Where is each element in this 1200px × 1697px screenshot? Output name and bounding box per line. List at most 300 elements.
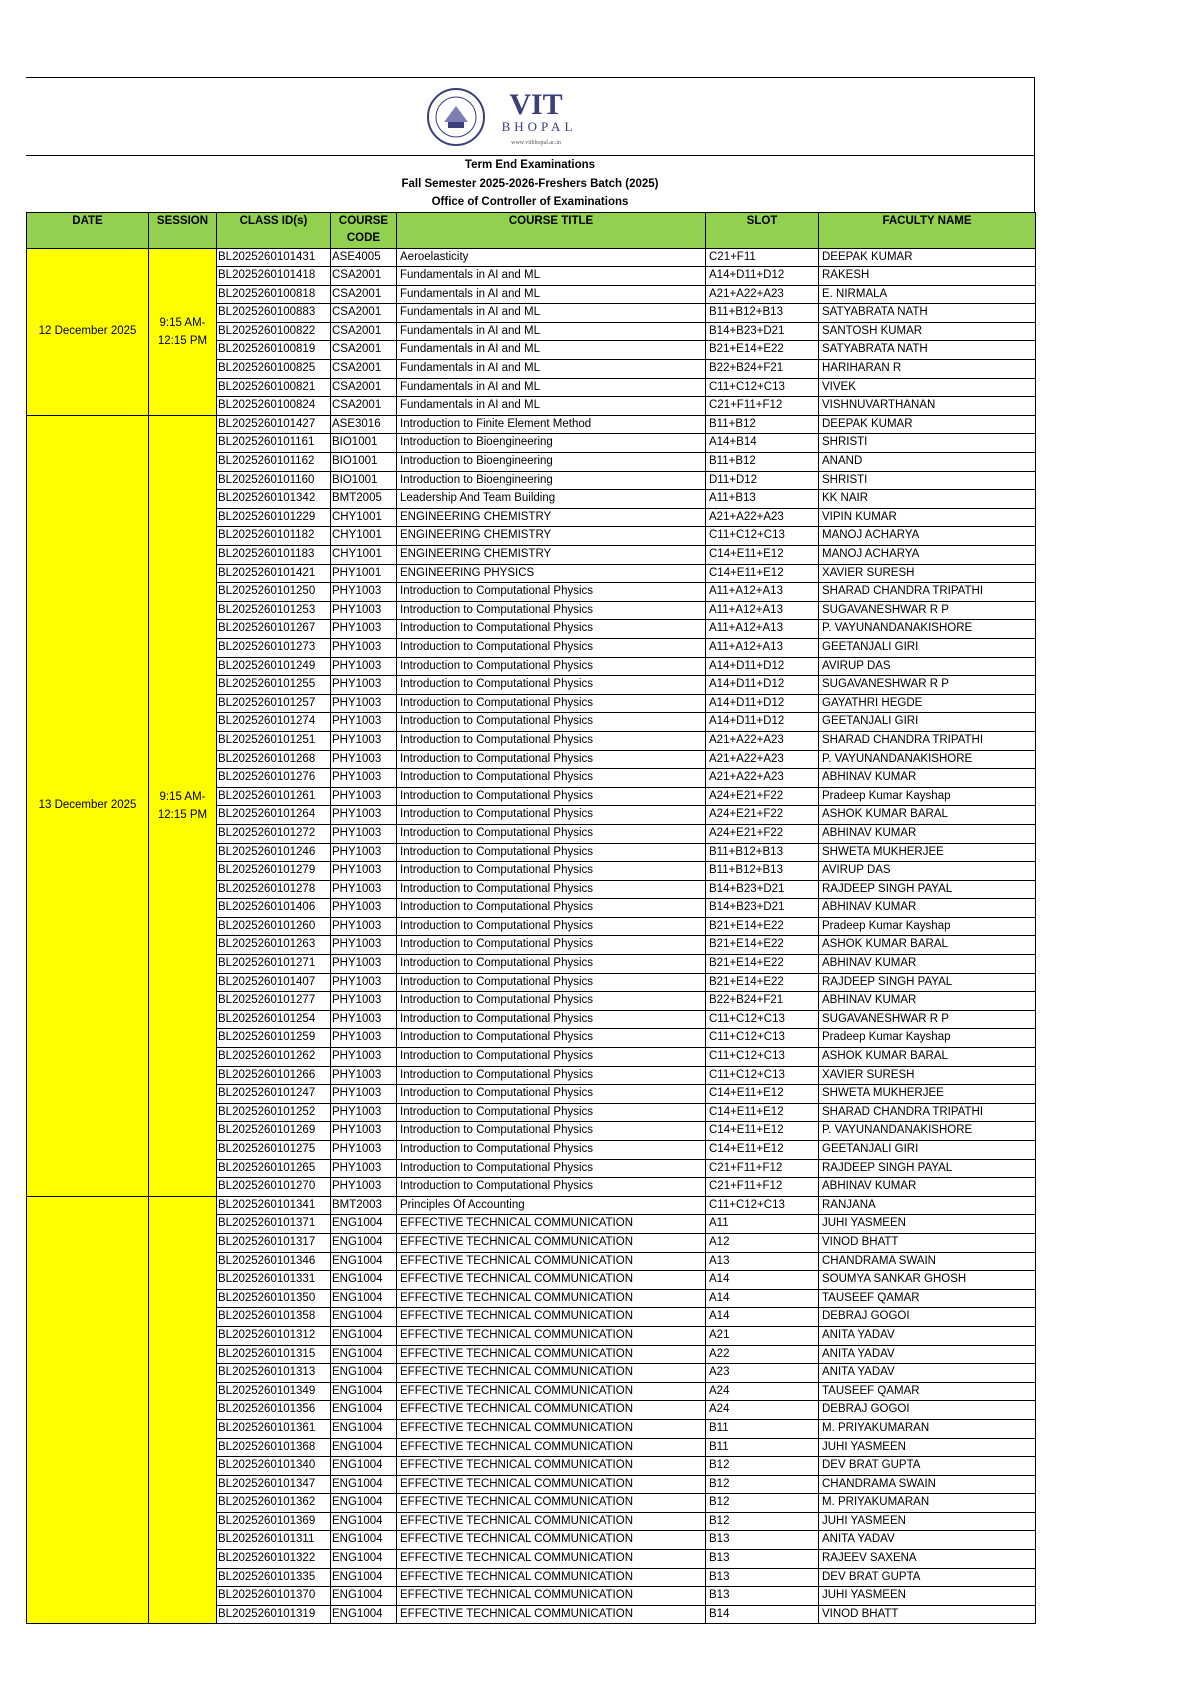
class-id-cell: BL2025260101311	[217, 1531, 331, 1550]
course-title-cell: Introduction to Computational Physics	[397, 583, 706, 602]
course-code-cell: PHY1003	[331, 917, 397, 936]
faculty-name-cell: ASHOK KUMAR BARAL	[819, 1048, 1036, 1067]
class-id-cell: BL2025260101251	[217, 731, 331, 750]
slot-cell: A14+D11+D12	[706, 676, 819, 695]
class-id-cell: BL2025260101362	[217, 1494, 331, 1513]
course-code-cell: ENG1004	[331, 1308, 397, 1327]
course-code-cell: BIO1001	[331, 471, 397, 490]
faculty-name-cell: RAJDEEP SINGH PAYAL	[819, 880, 1036, 899]
faculty-name-cell: RAJEEV SAXENA	[819, 1550, 1036, 1569]
course-title-cell: Principles Of Accounting	[397, 1196, 706, 1215]
course-title-cell: Introduction to Computational Physics	[397, 1029, 706, 1048]
course-title-cell: Introduction to Computational Physics	[397, 862, 706, 881]
slot-cell: B11	[706, 1419, 819, 1438]
course-code-cell: ENG1004	[331, 1364, 397, 1383]
class-id-cell: BL2025260101369	[217, 1512, 331, 1531]
course-code-cell: ENG1004	[331, 1605, 397, 1624]
slot-cell: B14	[706, 1605, 819, 1624]
course-code-cell: ENG1004	[331, 1252, 397, 1271]
faculty-name-cell: SANTOSH KUMAR	[819, 322, 1036, 341]
class-id-cell: BL2025260101277	[217, 992, 331, 1011]
course-code-cell: ENG1004	[331, 1271, 397, 1290]
course-title-cell: Introduction to Computational Physics	[397, 1178, 706, 1197]
course-code-cell: CHY1001	[331, 508, 397, 527]
faculty-name-cell: ABHINAV KUMAR	[819, 992, 1036, 1011]
course-title-cell: EFFECTIVE TECHNICAL COMMUNICATION	[397, 1494, 706, 1513]
vit-bhopal-logo	[424, 84, 624, 150]
slot-cell: A14+D11+D12	[706, 713, 819, 732]
course-title-cell: Introduction to Computational Physics	[397, 843, 706, 862]
header-banner	[26, 77, 1035, 155]
course-code-cell: PHY1001	[331, 564, 397, 583]
slot-cell: B12	[706, 1457, 819, 1476]
slot-cell: A24+E21+F22	[706, 787, 819, 806]
faculty-name-cell: SUGAVANESHWAR R P	[819, 676, 1036, 695]
col-header-course-title: COURSE TITLE	[397, 212, 706, 248]
class-id-cell: BL2025260101421	[217, 564, 331, 583]
class-id-cell: BL2025260101267	[217, 620, 331, 639]
exam-session-cell	[149, 1196, 217, 1624]
exam-date-cell: 13 December 2025	[27, 415, 149, 1196]
course-code-cell: ENG1004	[331, 1457, 397, 1476]
faculty-name-cell: ABHINAV KUMAR	[819, 824, 1036, 843]
class-id-cell: BL2025260101272	[217, 824, 331, 843]
faculty-name-cell: HARIHARAN R	[819, 360, 1036, 379]
class-id-cell: BL2025260100825	[217, 360, 331, 379]
slot-cell: A21	[706, 1326, 819, 1345]
course-code-cell: CSA2001	[331, 285, 397, 304]
course-title-cell: EFFECTIVE TECHNICAL COMMUNICATION	[397, 1512, 706, 1531]
course-title-cell: EFFECTIVE TECHNICAL COMMUNICATION	[397, 1252, 706, 1271]
faculty-name-cell: RAKESH	[819, 267, 1036, 286]
slot-cell: A14	[706, 1271, 819, 1290]
course-code-cell: PHY1003	[331, 657, 397, 676]
course-title-cell: EFFECTIVE TECHNICAL COMMUNICATION	[397, 1457, 706, 1476]
slot-cell: A21+A22+A23	[706, 731, 819, 750]
document-title-block	[26, 155, 1035, 212]
course-code-cell: CSA2001	[331, 360, 397, 379]
course-code-cell: PHY1003	[331, 880, 397, 899]
course-title-cell: EFFECTIVE TECHNICAL COMMUNICATION	[397, 1364, 706, 1383]
class-id-cell: BL2025260101182	[217, 527, 331, 546]
class-id-cell: BL2025260101246	[217, 843, 331, 862]
class-id-cell: BL2025260101342	[217, 490, 331, 509]
faculty-name-cell: DEBRAJ GOGOI	[819, 1401, 1036, 1420]
faculty-name-cell: DEV BRAT GUPTA	[819, 1457, 1036, 1476]
faculty-name-cell: ANITA YADAV	[819, 1326, 1036, 1345]
course-title-cell: EFFECTIVE TECHNICAL COMMUNICATION	[397, 1587, 706, 1606]
course-title-cell: ENGINEERING CHEMISTRY	[397, 546, 706, 565]
course-title-cell: Leadership And Team Building	[397, 490, 706, 509]
slot-cell: B22+B24+F21	[706, 360, 819, 379]
course-title-cell: EFFECTIVE TECHNICAL COMMUNICATION	[397, 1531, 706, 1550]
course-code-cell: ASE4005	[331, 248, 397, 267]
class-id-cell: BL2025260101341	[217, 1196, 331, 1215]
slot-cell: C14+E11+E12	[706, 564, 819, 583]
slot-cell: A21+A22+A23	[706, 769, 819, 788]
course-code-cell: BMT2003	[331, 1196, 397, 1215]
slot-cell: B12	[706, 1475, 819, 1494]
course-title-cell: Introduction to Computational Physics	[397, 1141, 706, 1160]
course-title-cell: EFFECTIVE TECHNICAL COMMUNICATION	[397, 1401, 706, 1420]
slot-cell: B11	[706, 1438, 819, 1457]
course-code-cell: CSA2001	[331, 397, 397, 416]
faculty-name-cell: ABHINAV KUMAR	[819, 769, 1036, 788]
course-code-cell: PHY1003	[331, 973, 397, 992]
slot-cell: B11+B12+B13	[706, 862, 819, 881]
slot-cell: B22+B24+F21	[706, 992, 819, 1011]
course-code-cell: ENG1004	[331, 1326, 397, 1345]
course-title-cell: EFFECTIVE TECHNICAL COMMUNICATION	[397, 1438, 706, 1457]
slot-cell: C14+E11+E12	[706, 1085, 819, 1104]
faculty-name-cell: RAJDEEP SINGH PAYAL	[819, 973, 1036, 992]
class-id-cell: BL2025260101279	[217, 862, 331, 881]
faculty-name-cell: ASHOK KUMAR BARAL	[819, 806, 1036, 825]
course-title-cell: ENGINEERING CHEMISTRY	[397, 527, 706, 546]
course-title-cell: EFFECTIVE TECHNICAL COMMUNICATION	[397, 1419, 706, 1438]
course-title-cell: Introduction to Computational Physics	[397, 955, 706, 974]
course-code-cell: PHY1003	[331, 1122, 397, 1141]
class-id-cell: BL2025260101183	[217, 546, 331, 565]
course-code-cell: PHY1003	[331, 676, 397, 695]
slot-cell: A24	[706, 1401, 819, 1420]
class-id-cell: BL2025260101275	[217, 1141, 331, 1160]
course-title-cell: EFFECTIVE TECHNICAL COMMUNICATION	[397, 1271, 706, 1290]
slot-cell: C14+E11+E12	[706, 1141, 819, 1160]
class-id-cell: BL2025260101276	[217, 769, 331, 788]
slot-cell: A11+A12+A13	[706, 638, 819, 657]
course-code-cell: ENG1004	[331, 1233, 397, 1252]
course-code-cell: PHY1003	[331, 1029, 397, 1048]
course-title-cell: Fundamentals in AI and ML	[397, 341, 706, 360]
class-id-cell: BL2025260101268	[217, 750, 331, 769]
course-title-cell: Fundamentals in AI and ML	[397, 304, 706, 323]
class-id-cell: BL2025260100818	[217, 285, 331, 304]
class-id-cell: BL2025260101265	[217, 1159, 331, 1178]
faculty-name-cell: JUHI YASMEEN	[819, 1215, 1036, 1234]
class-id-cell: BL2025260101269	[217, 1122, 331, 1141]
class-id-cell: BL2025260101229	[217, 508, 331, 527]
course-title-cell: EFFECTIVE TECHNICAL COMMUNICATION	[397, 1308, 706, 1327]
slot-cell: C11+C12+C13	[706, 378, 819, 397]
table-header-row	[27, 212, 1036, 248]
slot-cell: B13	[706, 1587, 819, 1606]
course-code-cell: PHY1003	[331, 583, 397, 602]
course-code-cell: ENG1004	[331, 1438, 397, 1457]
faculty-name-cell: DEEPAK KUMAR	[819, 415, 1036, 434]
course-code-cell: CHY1001	[331, 527, 397, 546]
course-code-cell: PHY1003	[331, 843, 397, 862]
logo-subtext: BHOPAL	[501, 119, 577, 134]
course-code-cell: PHY1003	[331, 787, 397, 806]
course-code-cell: CSA2001	[331, 341, 397, 360]
slot-cell: A22	[706, 1345, 819, 1364]
course-title-cell: Introduction to Bioengineering	[397, 434, 706, 453]
class-id-cell: BL2025260101254	[217, 1010, 331, 1029]
faculty-name-cell: Pradeep Kumar Kayshap	[819, 917, 1036, 936]
faculty-name-cell: SHRISTI	[819, 434, 1036, 453]
faculty-name-cell: VIVEK	[819, 378, 1036, 397]
course-title-cell: EFFECTIVE TECHNICAL COMMUNICATION	[397, 1568, 706, 1587]
col-header-class-id: CLASS ID(s)	[217, 212, 331, 248]
slot-cell: B13	[706, 1568, 819, 1587]
course-title-cell: Introduction to Computational Physics	[397, 973, 706, 992]
title-line-2: Fall Semester 2025-2026-Freshers Batch (2025)	[401, 177, 659, 190]
slot-cell: C14+E11+E12	[706, 1122, 819, 1141]
faculty-name-cell: JUHI YASMEEN	[819, 1438, 1036, 1457]
class-id-cell: BL2025260101161	[217, 434, 331, 453]
course-code-cell: PHY1003	[331, 620, 397, 639]
faculty-name-cell: SUGAVANESHWAR R P	[819, 601, 1036, 620]
logo-text: VIT	[509, 88, 563, 121]
course-title-cell: EFFECTIVE TECHNICAL COMMUNICATION	[397, 1289, 706, 1308]
course-code-cell: ENG1004	[331, 1587, 397, 1606]
faculty-name-cell: VIPIN KUMAR	[819, 508, 1036, 527]
course-code-cell: ENG1004	[331, 1345, 397, 1364]
class-id-cell: BL2025260101349	[217, 1382, 331, 1401]
faculty-name-cell: GEETANJALI GIRI	[819, 1141, 1036, 1160]
slot-cell: B11+B12+B13	[706, 843, 819, 862]
slot-cell: B11+B12	[706, 415, 819, 434]
col-header-course-code: COURSE CODE	[331, 212, 397, 248]
class-id-cell: BL2025260101313	[217, 1364, 331, 1383]
faculty-name-cell: ABHINAV KUMAR	[819, 1178, 1036, 1197]
course-code-cell: PHY1003	[331, 713, 397, 732]
faculty-name-cell: DEBRAJ GOGOI	[819, 1308, 1036, 1327]
course-code-cell: PHY1003	[331, 1085, 397, 1104]
course-code-cell: PHY1003	[331, 1141, 397, 1160]
course-code-cell: ENG1004	[331, 1494, 397, 1513]
course-code-cell: PHY1003	[331, 731, 397, 750]
faculty-name-cell: SATYABRATA NATH	[819, 341, 1036, 360]
slot-cell: C11+C12+C13	[706, 1029, 819, 1048]
slot-cell: A14	[706, 1289, 819, 1308]
faculty-name-cell: DEEPAK KUMAR	[819, 248, 1036, 267]
faculty-name-cell: P. VAYUNANDANAKISHORE	[819, 1122, 1036, 1141]
course-title-cell: Introduction to Computational Physics	[397, 992, 706, 1011]
class-id-cell: BL2025260101427	[217, 415, 331, 434]
class-id-cell: BL2025260101317	[217, 1233, 331, 1252]
slot-cell: A11+A12+A13	[706, 601, 819, 620]
faculty-name-cell: VINOD BHATT	[819, 1605, 1036, 1624]
course-title-cell: Introduction to Finite Element Method	[397, 415, 706, 434]
slot-cell: B14+B23+D21	[706, 899, 819, 918]
course-code-cell: ENG1004	[331, 1531, 397, 1550]
slot-cell: A21+A22+A23	[706, 508, 819, 527]
course-title-cell: EFFECTIVE TECHNICAL COMMUNICATION	[397, 1550, 706, 1569]
slot-cell: A11	[706, 1215, 819, 1234]
class-id-cell: BL2025260101255	[217, 676, 331, 695]
class-id-cell: BL2025260101418	[217, 267, 331, 286]
course-title-cell: Introduction to Computational Physics	[397, 917, 706, 936]
course-title-cell: Introduction to Computational Physics	[397, 676, 706, 695]
slot-cell: A24+E21+F22	[706, 806, 819, 825]
course-title-cell: Introduction to Computational Physics	[397, 1010, 706, 1029]
slot-cell: D11+D12	[706, 471, 819, 490]
title-line-1: Term End Examinations	[464, 159, 596, 171]
faculty-name-cell: M. PRIYAKUMARAN	[819, 1494, 1036, 1513]
exam-session-cell: 9:15 AM-12:15 PM	[149, 415, 217, 1196]
class-id-cell: BL2025260101253	[217, 601, 331, 620]
class-id-cell: BL2025260101278	[217, 880, 331, 899]
course-code-cell: PHY1003	[331, 1178, 397, 1197]
class-id-cell: BL2025260101247	[217, 1085, 331, 1104]
course-title-cell: EFFECTIVE TECHNICAL COMMUNICATION	[397, 1475, 706, 1494]
slot-cell: B21+E14+E22	[706, 341, 819, 360]
course-title-cell: Introduction to Computational Physics	[397, 1122, 706, 1141]
slot-cell: B12	[706, 1512, 819, 1531]
class-id-cell: BL2025260101322	[217, 1550, 331, 1569]
class-id-cell: BL2025260101257	[217, 694, 331, 713]
slot-cell: A13	[706, 1252, 819, 1271]
faculty-name-cell: SATYABRATA NATH	[819, 304, 1036, 323]
slot-cell: C14+E11+E12	[706, 546, 819, 565]
slot-cell: A14+B14	[706, 434, 819, 453]
slot-cell: C11+C12+C13	[706, 527, 819, 546]
course-code-cell: ENG1004	[331, 1550, 397, 1569]
slot-cell: B14+B23+D21	[706, 880, 819, 899]
course-code-cell: CSA2001	[331, 267, 397, 286]
faculty-name-cell: SHARAD CHANDRA TRIPATHI	[819, 583, 1036, 602]
class-id-cell: BL2025260101261	[217, 787, 331, 806]
exam-date-cell: 12 December 2025	[27, 248, 149, 415]
faculty-name-cell: P. VAYUNANDANAKISHORE	[819, 620, 1036, 639]
course-code-cell: ENG1004	[331, 1512, 397, 1531]
slot-cell: B21+E14+E22	[706, 973, 819, 992]
course-code-cell: ENG1004	[331, 1401, 397, 1420]
course-title-cell: Introduction to Computational Physics	[397, 694, 706, 713]
faculty-name-cell: SHARAD CHANDRA TRIPATHI	[819, 731, 1036, 750]
faculty-name-cell: ANITA YADAV	[819, 1364, 1036, 1383]
slot-cell: C11+C12+C13	[706, 1010, 819, 1029]
university-seal-icon	[428, 89, 484, 145]
slot-cell: C11+C12+C13	[706, 1066, 819, 1085]
class-id-cell: BL2025260101160	[217, 471, 331, 490]
slot-cell: A11+A12+A13	[706, 583, 819, 602]
class-id-cell: BL2025260101273	[217, 638, 331, 657]
course-title-cell: ENGINEERING CHEMISTRY	[397, 508, 706, 527]
exam-session-cell: 9:15 AM-12:15 PM	[149, 248, 217, 415]
course-title-cell: Introduction to Computational Physics	[397, 806, 706, 825]
faculty-name-cell: VINOD BHATT	[819, 1233, 1036, 1252]
course-code-cell: CHY1001	[331, 546, 397, 565]
class-id-cell: BL2025260101262	[217, 1048, 331, 1067]
course-code-cell: ENG1004	[331, 1382, 397, 1401]
col-header-slot: SLOT	[706, 212, 819, 248]
slot-cell: A12	[706, 1233, 819, 1252]
slot-cell: B21+E14+E22	[706, 955, 819, 974]
course-title-cell: Introduction to Bioengineering	[397, 453, 706, 472]
course-title-cell: Fundamentals in AI and ML	[397, 360, 706, 379]
course-title-cell: Introduction to Computational Physics	[397, 899, 706, 918]
faculty-name-cell: AVIRUP DAS	[819, 657, 1036, 676]
faculty-name-cell: JUHI YASMEEN	[819, 1512, 1036, 1531]
course-code-cell: BIO1001	[331, 434, 397, 453]
class-id-cell: BL2025260101252	[217, 1103, 331, 1122]
faculty-name-cell: SHARAD CHANDRA TRIPATHI	[819, 1103, 1036, 1122]
slot-cell: A11+A12+A13	[706, 620, 819, 639]
course-title-cell: EFFECTIVE TECHNICAL COMMUNICATION	[397, 1233, 706, 1252]
faculty-name-cell: SHWETA MUKHERJEE	[819, 1085, 1036, 1104]
slot-cell: A14+D11+D12	[706, 657, 819, 676]
course-code-cell: PHY1003	[331, 1066, 397, 1085]
class-id-cell: BL2025260101347	[217, 1475, 331, 1494]
course-title-cell: Introduction to Computational Physics	[397, 750, 706, 769]
slot-cell: A21+A22+A23	[706, 750, 819, 769]
slot-cell: B14+B23+D21	[706, 322, 819, 341]
course-code-cell: PHY1003	[331, 806, 397, 825]
course-code-cell: PHY1003	[331, 750, 397, 769]
class-id-cell: BL2025260101346	[217, 1252, 331, 1271]
class-id-cell: BL2025260101312	[217, 1326, 331, 1345]
faculty-name-cell: M. PRIYAKUMARAN	[819, 1419, 1036, 1438]
slot-cell: A14+D11+D12	[706, 694, 819, 713]
class-id-cell: BL2025260100819	[217, 341, 331, 360]
course-code-cell: PHY1003	[331, 899, 397, 918]
slot-cell: C21+F11+F12	[706, 1178, 819, 1197]
faculty-name-cell: ABHINAV KUMAR	[819, 899, 1036, 918]
course-title-cell: Aeroelasticity	[397, 248, 706, 267]
slot-cell: A23	[706, 1364, 819, 1383]
slot-cell: A24+E21+F22	[706, 824, 819, 843]
course-title-cell: Introduction to Computational Physics	[397, 601, 706, 620]
faculty-name-cell: TAUSEEF QAMAR	[819, 1289, 1036, 1308]
course-code-cell: PHY1003	[331, 694, 397, 713]
course-title-cell: Introduction to Computational Physics	[397, 1048, 706, 1067]
faculty-name-cell: E. NIRMALA	[819, 285, 1036, 304]
class-id-cell: BL2025260101358	[217, 1308, 331, 1327]
faculty-name-cell: RANJANA	[819, 1196, 1036, 1215]
slot-cell: A21+A22+A23	[706, 285, 819, 304]
faculty-name-cell: CHANDRAMA SWAIN	[819, 1475, 1036, 1494]
course-title-cell: Introduction to Computational Physics	[397, 769, 706, 788]
slot-cell: C14+E11+E12	[706, 1103, 819, 1122]
class-id-cell: BL2025260101335	[217, 1568, 331, 1587]
course-code-cell: PHY1003	[331, 1103, 397, 1122]
class-id-cell: BL2025260101319	[217, 1605, 331, 1624]
class-id-cell: BL2025260100824	[217, 397, 331, 416]
course-title-cell: EFFECTIVE TECHNICAL COMMUNICATION	[397, 1605, 706, 1624]
course-title-cell: Introduction to Computational Physics	[397, 1085, 706, 1104]
course-code-cell: PHY1003	[331, 936, 397, 955]
faculty-name-cell: SHRISTI	[819, 471, 1036, 490]
course-title-cell: Introduction to Computational Physics	[397, 1159, 706, 1178]
slot-cell: B21+E14+E22	[706, 917, 819, 936]
course-code-cell: PHY1003	[331, 1010, 397, 1029]
table-body	[27, 248, 1036, 1624]
class-id-cell: BL2025260101361	[217, 1419, 331, 1438]
exam-date-cell	[27, 1196, 149, 1624]
logo-url: www.vitbhopal.ac.in	[511, 140, 561, 146]
course-title-cell: EFFECTIVE TECHNICAL COMMUNICATION	[397, 1345, 706, 1364]
slot-cell: C11+C12+C13	[706, 1048, 819, 1067]
class-id-cell: BL2025260100883	[217, 304, 331, 323]
class-id-cell: BL2025260100821	[217, 378, 331, 397]
course-code-cell: ENG1004	[331, 1419, 397, 1438]
table-row	[27, 248, 1036, 267]
course-code-cell: PHY1003	[331, 824, 397, 843]
course-title-cell: Introduction to Computational Physics	[397, 824, 706, 843]
class-id-cell: BL2025260101315	[217, 1345, 331, 1364]
title-line-3: Office of Controller of Examinations	[431, 196, 629, 208]
faculty-name-cell: GEETANJALI GIRI	[819, 713, 1036, 732]
class-id-cell: BL2025260101406	[217, 899, 331, 918]
faculty-name-cell: ANITA YADAV	[819, 1345, 1036, 1364]
course-title-cell: Introduction to Computational Physics	[397, 787, 706, 806]
faculty-name-cell: JUHI YASMEEN	[819, 1587, 1036, 1606]
class-id-cell: BL2025260101407	[217, 973, 331, 992]
course-title-cell: Introduction to Computational Physics	[397, 657, 706, 676]
